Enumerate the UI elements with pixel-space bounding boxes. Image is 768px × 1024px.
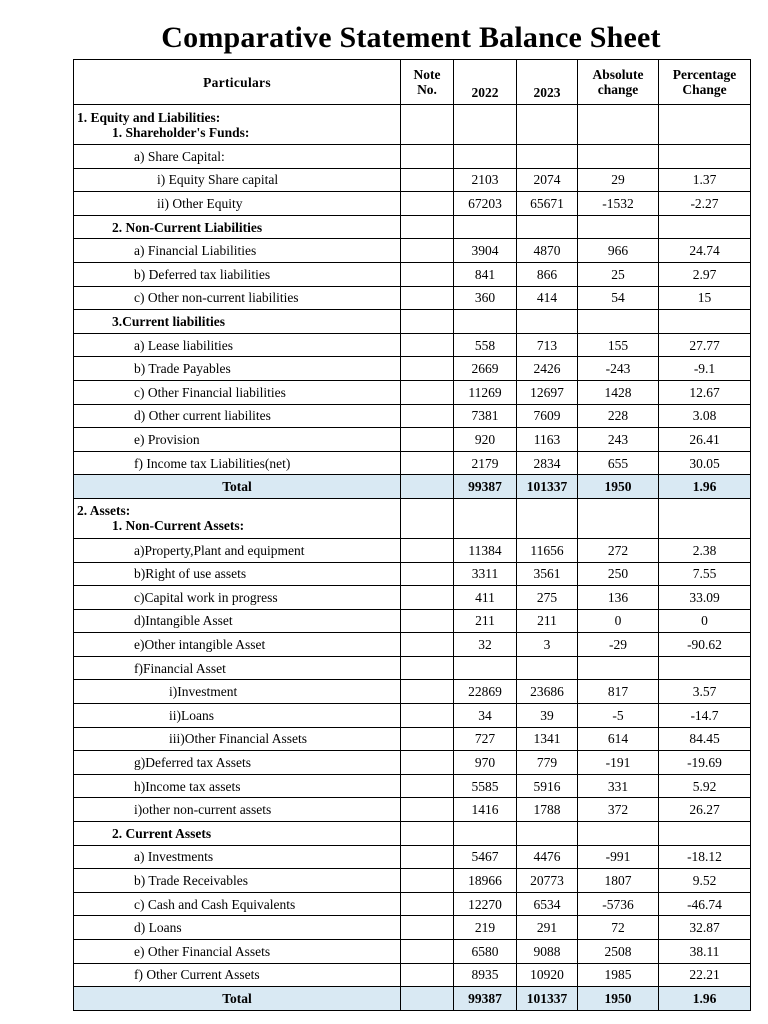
- cell-2022: 920: [454, 428, 517, 452]
- cell-percentage-change: -46.74: [659, 892, 751, 916]
- cell-absolute-change: 331: [578, 774, 659, 798]
- cell-percentage-change: 1.37: [659, 168, 751, 192]
- cell-2023: 20773: [517, 869, 578, 893]
- cell-absolute-change: 155: [578, 333, 659, 357]
- table-row: [74, 310, 751, 334]
- table-row: [74, 916, 751, 940]
- cell-note-no: [401, 987, 454, 1011]
- cell-absolute-change: -1532: [578, 192, 659, 216]
- cell-v2022: [454, 498, 517, 538]
- cell-abs: [578, 105, 659, 145]
- cell-pct: [659, 498, 751, 538]
- section-label-cell: [74, 498, 401, 538]
- cell-2023: 39: [517, 704, 578, 728]
- row-label: 2. Non-Current Liabilities: [74, 215, 401, 239]
- cell-absolute-change: 372: [578, 798, 659, 822]
- cell-percentage-change: -14.7: [659, 704, 751, 728]
- header-pct-line1: Percentage: [672, 67, 737, 82]
- row-label: a) Financial Liabilities: [74, 239, 401, 263]
- cell-note-no: [401, 586, 454, 610]
- cell-2023: 2834: [517, 451, 578, 475]
- cell-2023: 211: [517, 609, 578, 633]
- cell-2023: 291: [517, 916, 578, 940]
- cell-note-no: [401, 727, 454, 751]
- cell-2022: 2179: [454, 451, 517, 475]
- cell-percentage-change: -19.69: [659, 751, 751, 775]
- cell-absolute-change: 655: [578, 451, 659, 475]
- row-label: g)Deferred tax Assets: [74, 751, 401, 775]
- cell-percentage-change: 5.92: [659, 774, 751, 798]
- cell-2022: 18966: [454, 869, 517, 893]
- row-label: a)Property,Plant and equipment: [74, 538, 401, 562]
- cell-absolute-change: 1950: [578, 987, 659, 1011]
- cell-note-no: [401, 774, 454, 798]
- row-label: f) Other Current Assets: [74, 963, 401, 987]
- cell-note-no: [401, 357, 454, 381]
- cell-percentage-change: [659, 215, 751, 239]
- table-row: [74, 704, 751, 728]
- cell-absolute-change: 136: [578, 586, 659, 610]
- cell-note-no: [401, 704, 454, 728]
- cell-percentage-change: 26.41: [659, 428, 751, 452]
- cell-2023: 3: [517, 633, 578, 657]
- cell-percentage-change: 32.87: [659, 916, 751, 940]
- row-label: b) Deferred tax liabilities: [74, 262, 401, 286]
- cell-percentage-change: 2.38: [659, 538, 751, 562]
- cell-percentage-change: -9.1: [659, 357, 751, 381]
- table-row: [74, 286, 751, 310]
- cell-note-no: [401, 239, 454, 263]
- cell-absolute-change: 0: [578, 609, 659, 633]
- cell-percentage-change: 30.05: [659, 451, 751, 475]
- cell-2022: [454, 310, 517, 334]
- table-row: [74, 586, 751, 610]
- cell-2022: 22869: [454, 680, 517, 704]
- row-label: iii)Other Financial Assets: [74, 727, 401, 751]
- table-row: [74, 262, 751, 286]
- cell-absolute-change: 250: [578, 562, 659, 586]
- cell-2023: [517, 310, 578, 334]
- total-label: Total: [74, 987, 401, 1011]
- subsection-title: 1. Shareholder's Funds:: [112, 124, 250, 140]
- table-row: [74, 869, 751, 893]
- cell-2022: 7381: [454, 404, 517, 428]
- cell-2023: 866: [517, 262, 578, 286]
- row-label: e)Other intangible Asset: [74, 633, 401, 657]
- cell-note-no: [401, 333, 454, 357]
- cell-2023: 12697: [517, 380, 578, 404]
- header-note-no: [401, 60, 454, 105]
- cell-absolute-change: [578, 215, 659, 239]
- cell-absolute-change: [578, 822, 659, 846]
- table-row: [74, 845, 751, 869]
- row-label: f) Income tax Liabilities(net): [74, 451, 401, 475]
- cell-absolute-change: -991: [578, 845, 659, 869]
- cell-absolute-change: 1807: [578, 869, 659, 893]
- section-label-cell: [74, 105, 401, 145]
- cell-2023: 6534: [517, 892, 578, 916]
- cell-absolute-change: [578, 656, 659, 680]
- cell-percentage-change: 12.67: [659, 380, 751, 404]
- table-row: [74, 333, 751, 357]
- cell-absolute-change: 817: [578, 680, 659, 704]
- cell-2023: 11656: [517, 538, 578, 562]
- table-row: [74, 428, 751, 452]
- cell-percentage-change: 38.11: [659, 940, 751, 964]
- cell-absolute-change: 2508: [578, 940, 659, 964]
- cell-2022: 5467: [454, 845, 517, 869]
- cell-absolute-change: 966: [578, 239, 659, 263]
- row-label: i)Investment: [74, 680, 401, 704]
- cell-percentage-change: 3.08: [659, 404, 751, 428]
- row-label: h)Income tax assets: [74, 774, 401, 798]
- cell-2022: 3311: [454, 562, 517, 586]
- row-label: c) Cash and Cash Equivalents: [74, 892, 401, 916]
- cell-note: [401, 105, 454, 145]
- cell-absolute-change: -191: [578, 751, 659, 775]
- cell-percentage-change: 9.52: [659, 869, 751, 893]
- cell-v2022: [454, 105, 517, 145]
- header-absolute-change: [578, 60, 659, 105]
- section-header-row: [74, 105, 751, 145]
- cell-2023: [517, 822, 578, 846]
- cell-absolute-change: 272: [578, 538, 659, 562]
- cell-note-no: [401, 475, 454, 499]
- cell-percentage-change: -2.27: [659, 192, 751, 216]
- cell-percentage-change: 24.74: [659, 239, 751, 263]
- cell-2023: 713: [517, 333, 578, 357]
- cell-percentage-change: [659, 310, 751, 334]
- cell-2023: 9088: [517, 940, 578, 964]
- row-label: b) Trade Payables: [74, 357, 401, 381]
- table-row: [74, 680, 751, 704]
- cell-absolute-change: 1950: [578, 475, 659, 499]
- cell-2023: 275: [517, 586, 578, 610]
- cell-note-no: [401, 168, 454, 192]
- cell-absolute-change: 243: [578, 428, 659, 452]
- cell-2022: 11269: [454, 380, 517, 404]
- table-row: [74, 822, 751, 846]
- cell-2022: 99387: [454, 987, 517, 1011]
- header-percentage-change: [659, 60, 751, 105]
- table-row: [74, 168, 751, 192]
- cell-note-no: [401, 609, 454, 633]
- header-abs-line1: Absolute: [592, 67, 644, 82]
- cell-note-no: [401, 538, 454, 562]
- cell-2023: 414: [517, 286, 578, 310]
- header-particulars: Particulars: [74, 60, 401, 105]
- cell-2022: 360: [454, 286, 517, 310]
- row-label: i)other non-current assets: [74, 798, 401, 822]
- table-row: [74, 892, 751, 916]
- cell-note-no: [401, 310, 454, 334]
- header-abs-line2: change: [597, 82, 639, 97]
- row-label: c) Other Financial liabilities: [74, 380, 401, 404]
- cell-note-no: [401, 145, 454, 169]
- cell-absolute-change: 54: [578, 286, 659, 310]
- cell-note-no: [401, 845, 454, 869]
- cell-absolute-change: -243: [578, 357, 659, 381]
- cell-note-no: [401, 869, 454, 893]
- total-row: [74, 987, 751, 1011]
- cell-note-no: [401, 892, 454, 916]
- cell-note-no: [401, 822, 454, 846]
- cell-v2023: [517, 105, 578, 145]
- table-row: [74, 656, 751, 680]
- cell-2023: 1788: [517, 798, 578, 822]
- table-row: [74, 727, 751, 751]
- cell-2022: 211: [454, 609, 517, 633]
- cell-absolute-change: -29: [578, 633, 659, 657]
- row-label: e) Other Financial Assets: [74, 940, 401, 964]
- cell-absolute-change: 1428: [578, 380, 659, 404]
- row-label: 2. Current Assets: [74, 822, 401, 846]
- table-row: [74, 538, 751, 562]
- table-body: [74, 105, 751, 1011]
- cell-2023: 4476: [517, 845, 578, 869]
- cell-2022: 5585: [454, 774, 517, 798]
- cell-note-no: [401, 428, 454, 452]
- cell-note-no: [401, 562, 454, 586]
- row-label: ii)Loans: [74, 704, 401, 728]
- cell-2023: [517, 145, 578, 169]
- cell-2023: [517, 656, 578, 680]
- row-label: i) Equity Share capital: [74, 168, 401, 192]
- row-label: b)Right of use assets: [74, 562, 401, 586]
- cell-note-no: [401, 656, 454, 680]
- cell-percentage-change: 22.21: [659, 963, 751, 987]
- table-row: [74, 357, 751, 381]
- cell-percentage-change: 33.09: [659, 586, 751, 610]
- cell-percentage-change: 15: [659, 286, 751, 310]
- cell-2022: [454, 215, 517, 239]
- row-label: a) Investments: [74, 845, 401, 869]
- cell-2023: 2426: [517, 357, 578, 381]
- cell-2023: 65671: [517, 192, 578, 216]
- cell-2022: 727: [454, 727, 517, 751]
- row-label: d)Intangible Asset: [74, 609, 401, 633]
- cell-2022: 67203: [454, 192, 517, 216]
- table-row: [74, 380, 751, 404]
- cell-2023: 779: [517, 751, 578, 775]
- table-row: [74, 192, 751, 216]
- cell-2022: [454, 822, 517, 846]
- table-row: [74, 940, 751, 964]
- cell-percentage-change: 1.96: [659, 987, 751, 1011]
- row-label: a) Lease liabilities: [74, 333, 401, 357]
- table-row: [74, 145, 751, 169]
- table-row: [74, 774, 751, 798]
- header-note-line2: No.: [417, 82, 437, 97]
- table-header-row: [74, 60, 751, 105]
- total-row: [74, 475, 751, 499]
- cell-2023: 23686: [517, 680, 578, 704]
- table-row: [74, 633, 751, 657]
- table-row: [74, 239, 751, 263]
- section-title: 2. Assets:: [77, 503, 131, 519]
- row-label: ii) Other Equity: [74, 192, 401, 216]
- cell-2023: [517, 215, 578, 239]
- table-row: [74, 562, 751, 586]
- table-row: [74, 451, 751, 475]
- cell-absolute-change: [578, 310, 659, 334]
- cell-percentage-change: 0: [659, 609, 751, 633]
- cell-2023: 101337: [517, 475, 578, 499]
- cell-percentage-change: 26.27: [659, 798, 751, 822]
- header-2022: 2022: [454, 60, 517, 105]
- cell-2022: 841: [454, 262, 517, 286]
- balance-sheet-table: [73, 59, 751, 1011]
- cell-note-no: [401, 192, 454, 216]
- cell-pct: [659, 105, 751, 145]
- section-header-row: [74, 498, 751, 538]
- cell-percentage-change: 7.55: [659, 562, 751, 586]
- cell-2023: 1341: [517, 727, 578, 751]
- cell-2023: 5916: [517, 774, 578, 798]
- cell-percentage-change: 2.97: [659, 262, 751, 286]
- cell-note-no: [401, 215, 454, 239]
- cell-note: [401, 498, 454, 538]
- cell-note-no: [401, 798, 454, 822]
- row-label: c) Other non-current liabilities: [74, 286, 401, 310]
- cell-percentage-change: [659, 656, 751, 680]
- header-pct-line2: Change: [682, 82, 727, 97]
- cell-2022: 219: [454, 916, 517, 940]
- cell-note-no: [401, 286, 454, 310]
- cell-2023: 4870: [517, 239, 578, 263]
- cell-percentage-change: 1.96: [659, 475, 751, 499]
- document-title: Comparative Statement Balance Sheet: [161, 21, 661, 54]
- total-label: Total: [74, 475, 401, 499]
- subsection-title: 1. Non-Current Assets:: [112, 518, 245, 534]
- table-row: [74, 215, 751, 239]
- cell-percentage-change: [659, 145, 751, 169]
- cell-note-no: [401, 380, 454, 404]
- cell-note-no: [401, 404, 454, 428]
- cell-2022: 2669: [454, 357, 517, 381]
- cell-note-no: [401, 963, 454, 987]
- cell-2022: 11384: [454, 538, 517, 562]
- cell-2022: 411: [454, 586, 517, 610]
- cell-2023: 3561: [517, 562, 578, 586]
- cell-note-no: [401, 633, 454, 657]
- section-title: 1. Equity and Liabilities:: [77, 109, 221, 125]
- table-row: [74, 404, 751, 428]
- cell-absolute-change: 29: [578, 168, 659, 192]
- cell-2023: 7609: [517, 404, 578, 428]
- cell-note-no: [401, 451, 454, 475]
- row-label: c)Capital work in progress: [74, 586, 401, 610]
- cell-absolute-change: 614: [578, 727, 659, 751]
- row-label: 3.Current liabilities: [74, 310, 401, 334]
- cell-2022: [454, 145, 517, 169]
- cell-percentage-change: 3.57: [659, 680, 751, 704]
- cell-absolute-change: -5: [578, 704, 659, 728]
- cell-2023: 1163: [517, 428, 578, 452]
- cell-2022: 970: [454, 751, 517, 775]
- cell-note-no: [401, 916, 454, 940]
- cell-percentage-change: -90.62: [659, 633, 751, 657]
- table-row: [74, 963, 751, 987]
- table-row: [74, 609, 751, 633]
- cell-note-no: [401, 751, 454, 775]
- row-label: d) Other current liabilites: [74, 404, 401, 428]
- cell-2022: 2103: [454, 168, 517, 192]
- cell-absolute-change: 228: [578, 404, 659, 428]
- table-row: [74, 798, 751, 822]
- cell-2022: 558: [454, 333, 517, 357]
- cell-percentage-change: [659, 822, 751, 846]
- cell-2022: 12270: [454, 892, 517, 916]
- row-label: b) Trade Receivables: [74, 869, 401, 893]
- cell-note-no: [401, 680, 454, 704]
- cell-note-no: [401, 940, 454, 964]
- cell-2022: 1416: [454, 798, 517, 822]
- cell-2022: 34: [454, 704, 517, 728]
- cell-2022: 3904: [454, 239, 517, 263]
- cell-abs: [578, 498, 659, 538]
- header-2023: 2023: [517, 60, 578, 105]
- cell-2023: 101337: [517, 987, 578, 1011]
- cell-percentage-change: 84.45: [659, 727, 751, 751]
- row-label: f)Financial Asset: [74, 656, 401, 680]
- cell-2022: 32: [454, 633, 517, 657]
- cell-percentage-change: 27.77: [659, 333, 751, 357]
- cell-2023: 2074: [517, 168, 578, 192]
- cell-percentage-change: -18.12: [659, 845, 751, 869]
- header-note-line1: Note: [413, 67, 441, 82]
- cell-absolute-change: 1985: [578, 963, 659, 987]
- cell-note-no: [401, 262, 454, 286]
- cell-absolute-change: [578, 145, 659, 169]
- row-label: a) Share Capital:: [74, 145, 401, 169]
- cell-2022: 6580: [454, 940, 517, 964]
- cell-2022: [454, 656, 517, 680]
- row-label: e) Provision: [74, 428, 401, 452]
- cell-absolute-change: 25: [578, 262, 659, 286]
- table-row: [74, 751, 751, 775]
- cell-2023: 10920: [517, 963, 578, 987]
- cell-2022: 99387: [454, 475, 517, 499]
- row-label: d) Loans: [74, 916, 401, 940]
- cell-2022: 8935: [454, 963, 517, 987]
- cell-v2023: [517, 498, 578, 538]
- cell-absolute-change: -5736: [578, 892, 659, 916]
- cell-absolute-change: 72: [578, 916, 659, 940]
